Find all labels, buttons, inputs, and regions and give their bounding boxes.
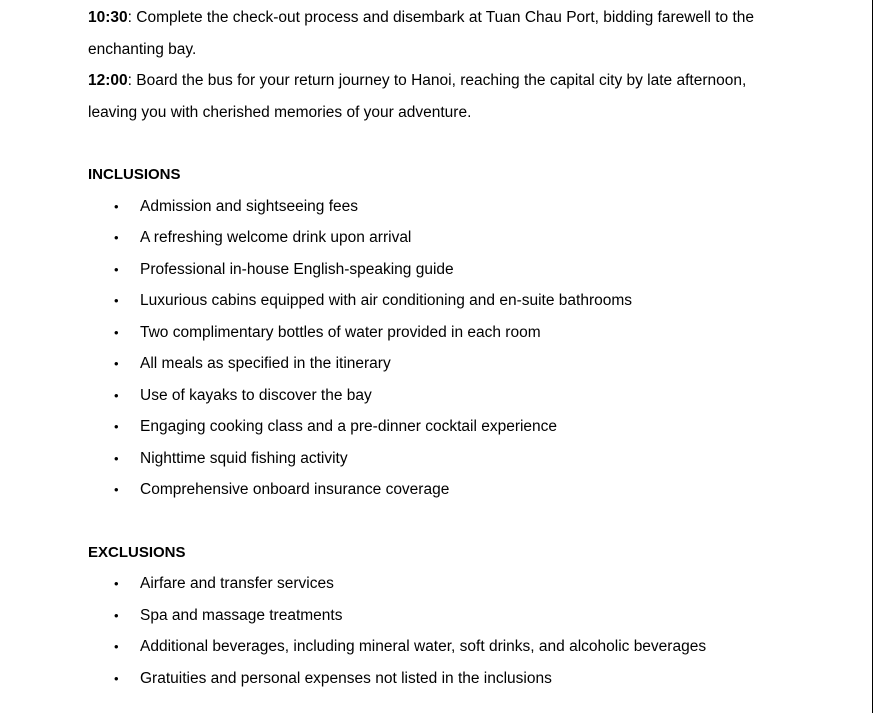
bullet-icon: •	[114, 670, 119, 686]
itinerary-entry	[88, 65, 788, 128]
spacer	[88, 128, 788, 159]
list-item	[88, 568, 788, 600]
list-item-text: Use of kayaks to discover the bay	[140, 386, 372, 404]
bullet-icon: •	[114, 387, 119, 403]
list-item	[88, 663, 788, 695]
itinerary-time: 12:00	[88, 72, 128, 89]
bullet-icon: •	[114, 450, 119, 466]
inclusions-list	[88, 191, 788, 506]
list-item	[88, 411, 788, 443]
bullet-icon: •	[114, 419, 119, 434]
list-item-text: Nighttime squid fishing activity	[140, 449, 348, 467]
list-item-text: Gratuities and personal expenses not listed in the inclusions	[140, 669, 552, 687]
exclusions-heading: EXCLUSIONS	[88, 543, 186, 561]
list-item-text: Admission and sightseeing fees	[140, 197, 358, 215]
list-item	[88, 317, 788, 349]
list-item	[88, 443, 788, 475]
bullet-icon: •	[114, 482, 119, 497]
bullet-icon: •	[114, 639, 119, 654]
list-item-text: Professional in-house English-speaking guide	[140, 260, 454, 278]
list-item-text: Spa and massage treatments	[140, 606, 343, 624]
spacer	[88, 506, 788, 537]
bullet-icon: •	[114, 607, 119, 623]
list-item	[88, 600, 788, 632]
list-item	[88, 474, 788, 506]
list-item	[88, 254, 788, 286]
bullet-icon: •	[114, 356, 119, 371]
list-item-text: A refreshing welcome drink upon arrival	[140, 229, 412, 246]
list-item	[88, 631, 788, 663]
list-item-text: Engaging cooking class and a pre-dinner cocktail experience	[140, 418, 558, 435]
itinerary-text: : Complete the check-out process and disembark at Tuan Chau Port, bidding farewell to the enchanting bay.	[88, 9, 755, 58]
bullet-icon: •	[114, 198, 119, 214]
list-item-text: All meals as specified in the itinerary	[140, 355, 391, 372]
list-item-text: Comprehensive onboard insurance coverage	[140, 481, 450, 498]
bullet-icon: •	[114, 576, 119, 591]
itinerary-entry	[88, 2, 788, 65]
list-item-text: Additional beverages, including mineral water, soft drinks, and alcoholic beverages	[140, 638, 707, 655]
list-item	[88, 380, 788, 412]
list-item-text: Luxurious cabins equipped with air conditioning and en-suite bathrooms	[140, 292, 633, 309]
itinerary-time: 10:30	[88, 9, 128, 26]
bullet-icon: •	[114, 261, 119, 277]
inclusions-heading: INCLUSIONS	[88, 166, 181, 183]
list-item-text: Two complimentary bottles of water provided in each room	[140, 323, 541, 341]
list-item-text: Airfare and transfer services	[140, 575, 334, 592]
list-item	[88, 285, 788, 317]
itinerary-text: : Board the bus for your return journey to Hanoi, reaching the capital city by late afternoon, leaving you with cherished memories of your adventure.	[88, 72, 747, 121]
list-item	[88, 222, 788, 254]
exclusions-list	[88, 568, 788, 694]
document-body	[88, 2, 788, 694]
bullet-icon: •	[114, 293, 119, 308]
bullet-icon: •	[114, 324, 119, 340]
page-right-border	[872, 0, 873, 713]
list-item	[88, 191, 788, 223]
list-item	[88, 348, 788, 380]
bullet-icon: •	[114, 230, 119, 245]
